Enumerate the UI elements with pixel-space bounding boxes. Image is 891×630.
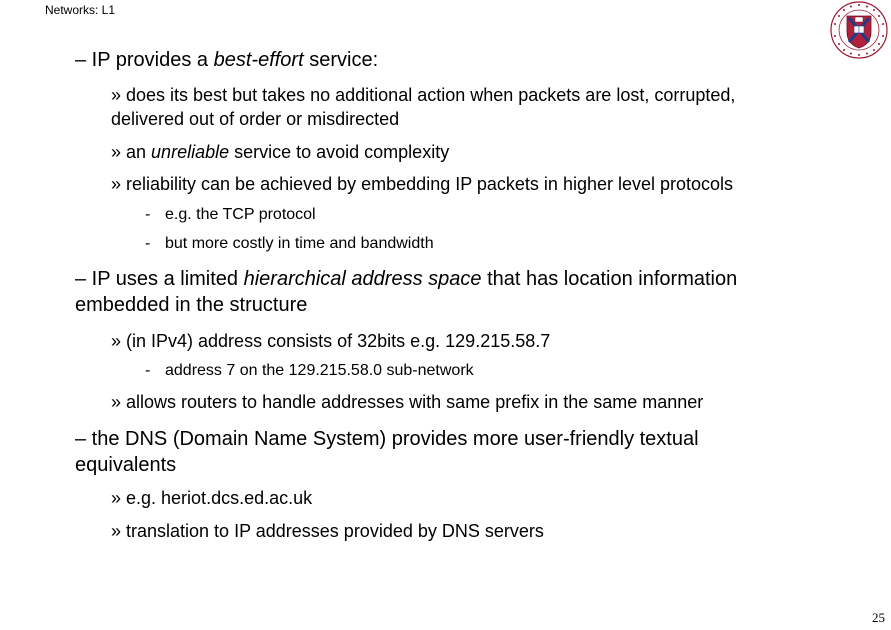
dash-item-text: but more costly in time and bandwidth: [165, 235, 434, 252]
dash-item-text: address 7 on the 129.215.58.0 sub-network: [165, 362, 474, 379]
bullet-best-effort: [75, 47, 875, 73]
dash-item-subnetwork: [145, 361, 845, 381]
dash-item-tcp: [145, 205, 845, 225]
bullet-text: – IP provides a: [75, 49, 214, 71]
emphasis-text: unreliable: [151, 142, 230, 162]
page-number: 25: [872, 610, 885, 625]
sub-bullet-heriot: » e.g. heriot.dcs.ed.ac.uk: [111, 488, 313, 508]
slide-header: Networks: L1: [45, 3, 116, 17]
sub-bullet-line: » does its best but takes no additional action when packets are lost, corrupted,: [111, 85, 736, 105]
bullet-dns: [75, 426, 875, 478]
sub-bullet-text: service to avoid complexity: [229, 142, 450, 162]
dash-mark: -: [145, 362, 151, 379]
sub-bullet-reliability: » reliability can be achieved by embedding IP packets in higher level protocols: [111, 174, 734, 194]
sub-bullet-unreliable: [111, 140, 871, 164]
sub-bullet-does-its-best: [111, 83, 871, 131]
bullet-text: service:: [303, 49, 379, 71]
sub-bullet-routers: » allows routers to handle addresses with same prefix in the same manner: [111, 392, 704, 412]
emphasis-text: best-effort: [213, 49, 304, 71]
bullet-line: [75, 266, 875, 292]
bullet-address-space: [75, 266, 875, 318]
dash-item-cost: [145, 234, 845, 254]
bullet-line: – the DNS (Domain Name System) provides more user-friendly textual: [75, 428, 699, 450]
bullet-text: – IP uses a limited: [75, 268, 244, 290]
emphasis-text: hierarchical address space: [243, 268, 482, 290]
bullet-line: embedded in the structure: [75, 294, 308, 316]
dash-mark: -: [145, 206, 151, 223]
bullet-line: equivalents: [75, 454, 177, 476]
dash-item-text: e.g. the TCP protocol: [165, 206, 316, 223]
sub-bullet-line: delivered out of order or misdirected: [111, 109, 400, 129]
dash-mark: -: [145, 235, 151, 252]
bullet-text: that has location information: [481, 268, 738, 290]
sub-bullet-translation: » translation to IP addresses provided by DNS servers: [111, 521, 544, 541]
sub-bullet-text: » an: [111, 142, 152, 162]
sub-bullet-ipv4: » (in IPv4) address consists of 32bits e.g. 129.215.58.7: [111, 331, 551, 351]
